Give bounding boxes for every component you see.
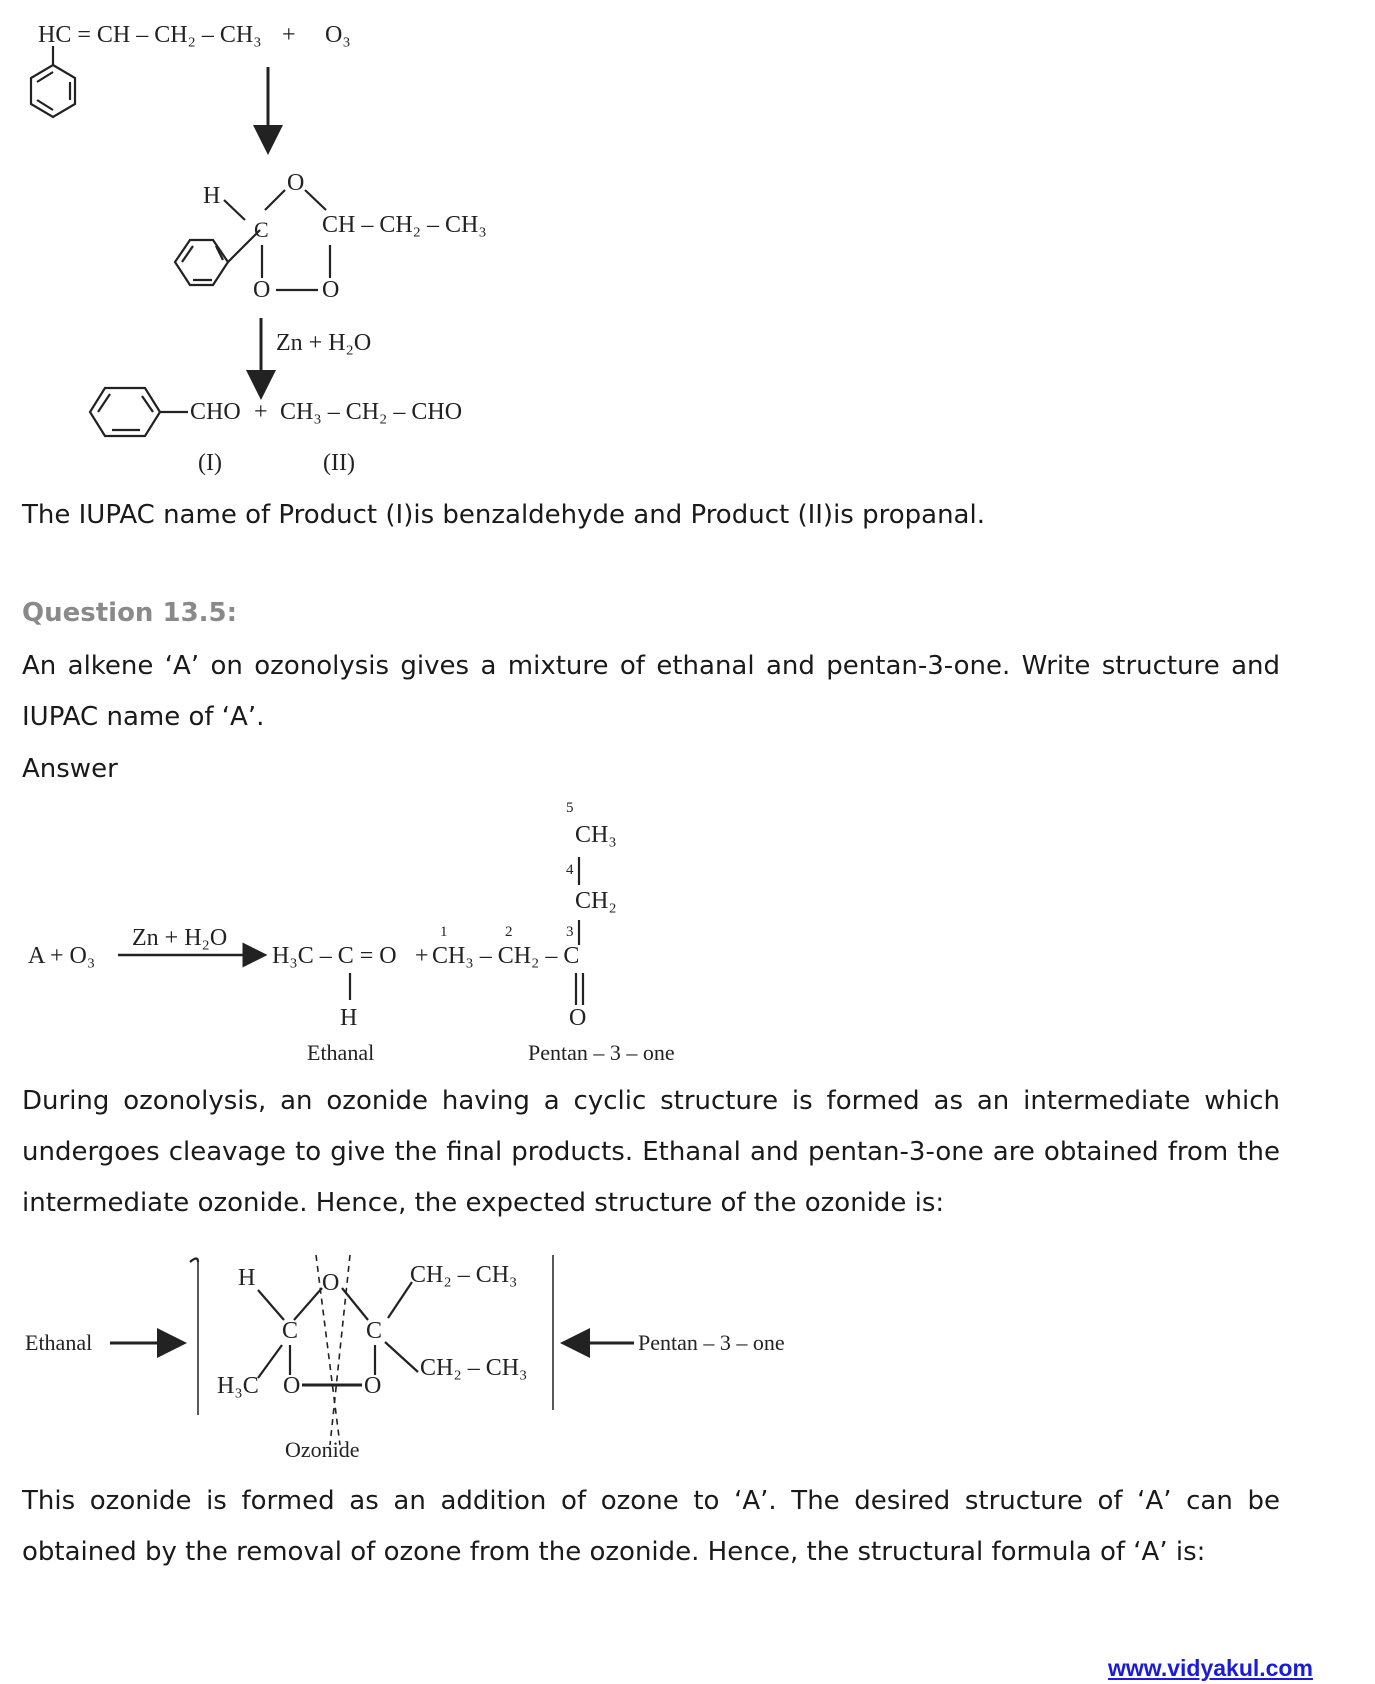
vidyakul-link[interactable]: www.vidyakul.com bbox=[1108, 1655, 1313, 1681]
label-product-1: (I) bbox=[198, 450, 222, 476]
ethanal-h: H bbox=[340, 1005, 358, 1031]
ozonide-c: C bbox=[254, 217, 269, 242]
benzene-ring-1 bbox=[31, 46, 75, 117]
benzene-ring-2 bbox=[90, 388, 188, 436]
ethanal-formula: H₃C – C = O bbox=[272, 943, 397, 969]
conclusion-text: The IUPAC name of Product (I)is benzaldehyde and Product (II)is propanal. bbox=[22, 500, 985, 530]
ozonide-c-left: C bbox=[282, 1318, 299, 1344]
ozonide-o-right: O bbox=[364, 1373, 382, 1399]
ethanal-label: Ethanal bbox=[307, 1040, 375, 1065]
ozonide-pentanone-label: Pentan – 3 – one bbox=[638, 1330, 785, 1355]
pentanone-chain: CH₃ – CH₂ – C bbox=[432, 943, 580, 969]
reactant-formula: HC = CH – CH₂ – CH₃ bbox=[38, 22, 262, 48]
carbon-number-1: 1 bbox=[440, 924, 448, 940]
ozonide-o-top: O bbox=[322, 1270, 340, 1296]
ozonide-1-bonds bbox=[175, 190, 330, 290]
plus-sign: + bbox=[282, 22, 296, 48]
carbon-number-3: 3 bbox=[566, 924, 574, 940]
ozonide-h: H bbox=[238, 1265, 256, 1291]
answer-label: Answer bbox=[22, 754, 118, 784]
question-heading: Question 13.5: bbox=[22, 598, 238, 628]
ozonide-o-left: O bbox=[253, 277, 271, 303]
label-product-2: (II) bbox=[323, 450, 355, 476]
pentanone-ch3: CH₃ bbox=[575, 822, 617, 848]
carbon-number-5: 5 bbox=[566, 800, 574, 816]
explanation-ozonide: During ozonolysis, an ozonide having a cyclic structure is formed as an intermediate which undergoes cleavage to give the final products. Ethanal and pentan-3-one are obtained from the intermediate ozonide. Hence, the expected structure of the ozonide is: bbox=[22, 1086, 1280, 1218]
ozone-formula: O₃ bbox=[325, 22, 351, 48]
explanation-structure: This ozonide is formed as an addition of ozone to ‘A’. The desired structure of ‘A’ can be obtained by the removal of ozone from the ozonide. Hence, the structural formula of ‘A’ is: bbox=[22, 1486, 1280, 1567]
ozonide-chain: CH – CH₂ – CH₃ bbox=[322, 212, 487, 238]
carbon-number-4: 4 bbox=[566, 862, 574, 878]
ozonide-c-right: C bbox=[366, 1318, 383, 1344]
reagent-2: Zn + H₂O bbox=[132, 925, 228, 951]
ozonide-ethanal-label: Ethanal bbox=[25, 1330, 93, 1355]
reagent-zn-h2o: Zn + H₂O bbox=[276, 330, 372, 356]
carbon-number-2: 2 bbox=[505, 924, 513, 940]
ozonide-caption: Ozonide bbox=[285, 1437, 360, 1462]
reaction2-plus: + bbox=[415, 943, 429, 969]
ozonide-h3c: H₃C bbox=[217, 1373, 259, 1399]
product-propanal: CH₃ – CH₂ – CHO bbox=[280, 399, 463, 425]
ozonide-h: H bbox=[203, 183, 221, 209]
ozonide-o-left: O bbox=[283, 1373, 301, 1399]
pentanone-ch2: CH₂ bbox=[575, 888, 617, 914]
product-cho: CHO bbox=[190, 399, 241, 425]
ozonide-o-right: O bbox=[322, 277, 340, 303]
pentanone-o: O bbox=[569, 1005, 587, 1031]
pentanone-label: Pentan – 3 – one bbox=[528, 1040, 675, 1065]
product-plus: + bbox=[254, 399, 268, 425]
reactants-a-o3: A + O₃ bbox=[28, 943, 96, 969]
ozonide-ethyl-bottom: CH₂ – CH₃ bbox=[420, 1355, 528, 1381]
ozonide-ethyl-top: CH₂ – CH₃ bbox=[410, 1262, 518, 1288]
question-text: An alkene ‘A’ on ozonolysis gives a mixture of ethanal and pentan-3-one. Write structure and IUPAC name of ‘A’. bbox=[22, 651, 1280, 732]
ozonide-o-top: O bbox=[287, 170, 305, 196]
